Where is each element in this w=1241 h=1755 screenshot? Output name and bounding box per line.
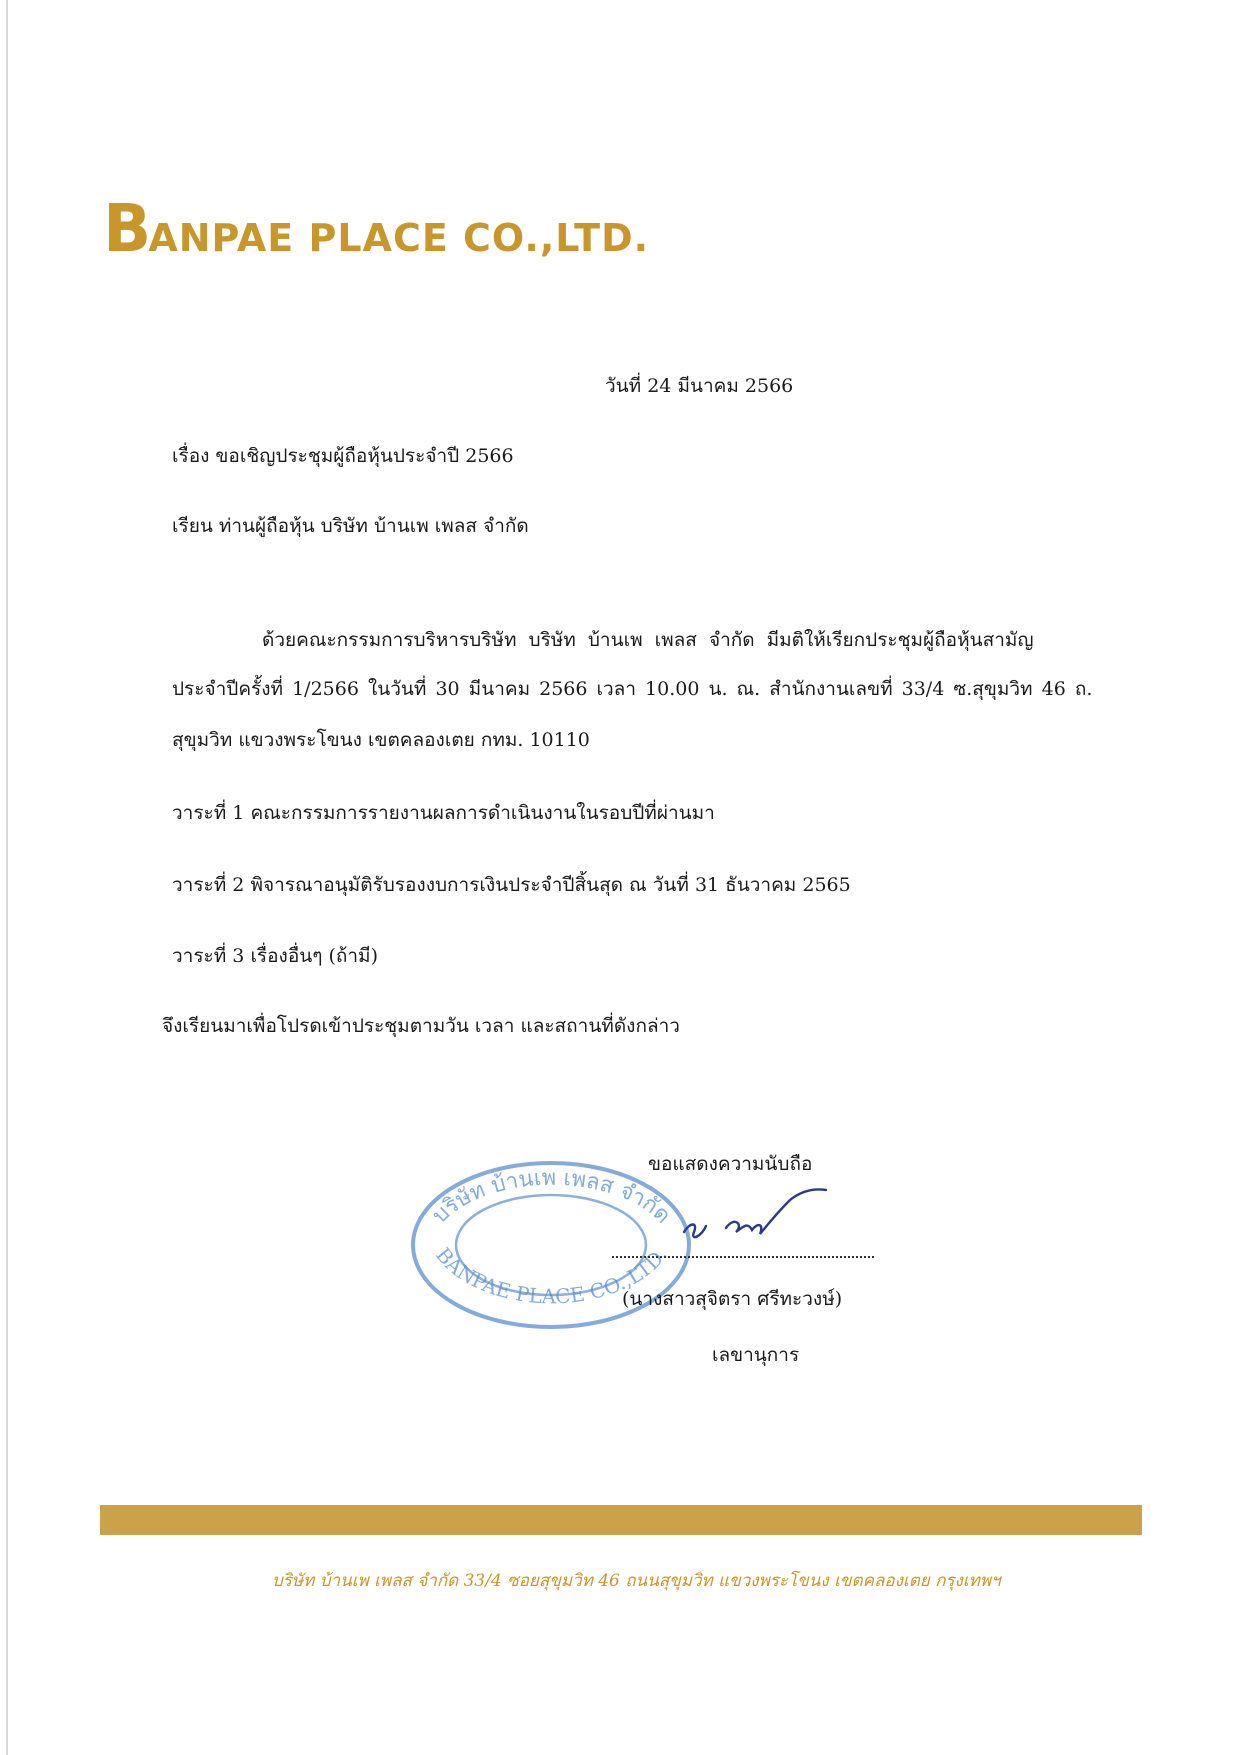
- svg-text:บริษัท บ้านเพ เพลส จำกัด: [428, 1166, 676, 1229]
- footer-address: บริษัท บ้านเพ เพลส จำกัด 33/4 ซอยสุขุมวิท 46 ถนนสุขุมวิท แขวงพระโขนง เขตคลองเตย กรุงเทพฯ: [272, 1571, 1001, 1591]
- letter-subject: เรื่อง ขอเชิญประชุมผู้ถือหุ้นประจำปี 2566: [172, 445, 514, 467]
- body-line-3: สุขุมวิท แขวงพระโขนง เขตคลองเตย กทม. 10110: [172, 729, 590, 751]
- logo-text: ANPAE PLACE CO.,LTD.: [148, 216, 650, 260]
- body-line-1: ด้วยคณะกรรมการบริหารบริษัท บริษัท บ้านเพ เพลส จำกัด มีมติให้เรียกประชุมผู้ถือหุ้นสามัญ: [262, 629, 1034, 651]
- company-logo: [102, 190, 650, 267]
- agenda-item-1: วาระที่ 1 คณะกรรมการรายงานผลการดำเนินงานในรอบปีที่ผ่านมา: [172, 802, 715, 824]
- signature-line: [612, 1256, 874, 1258]
- body-line-2: ประจำปีครั้งที่ 1/2566 ในวันที่ 30 มีนาคม 2566 เวลา 10.00 น. ณ. สำนักงานเลขที่ 33/4 ซ.สุขุมวิท 46 ถ.: [172, 678, 1093, 700]
- stamp-thai-text: บริษัท บ้านเพ เพลส จำกัด: [427, 1165, 676, 1229]
- signer-position: เลขานุการ: [712, 1344, 800, 1366]
- footer-bar: [100, 1505, 1142, 1535]
- signature: [662, 1188, 852, 1248]
- agenda-item-2: วาระที่ 2 พิจารณาอนุมัติรับรองงบการเงินประจำปีสิ้นสุด ณ วันที่ 31 ธันวาคม 2565: [172, 874, 851, 896]
- page-edge: [6, 0, 8, 1755]
- letter-date: วันที่ 24 มีนาคม 2566: [605, 375, 794, 397]
- agenda-item-3: วาระที่ 3 เรื่องอื่นๆ (ถ้ามี): [172, 945, 378, 967]
- closing-sentence: จึงเรียนมาเพื่อโปรดเข้าประชุมตามวัน เวลา และสถานที่ดังกล่าว: [162, 1015, 680, 1037]
- logo-initial: B: [103, 190, 152, 267]
- letter-recipient: เรียน ท่านผู้ถือหุ้น บริษัท บ้านเพ เพลส จำกัด: [172, 515, 529, 537]
- stamp-english-text: BANPAE PLACE CO.,LTD.: [431, 1242, 672, 1309]
- signer-name: (นางสาวสุจิตรา ศรีทะวงษ์): [622, 1288, 843, 1310]
- signoff-regards: ขอแสดงความนับถือ: [648, 1153, 813, 1175]
